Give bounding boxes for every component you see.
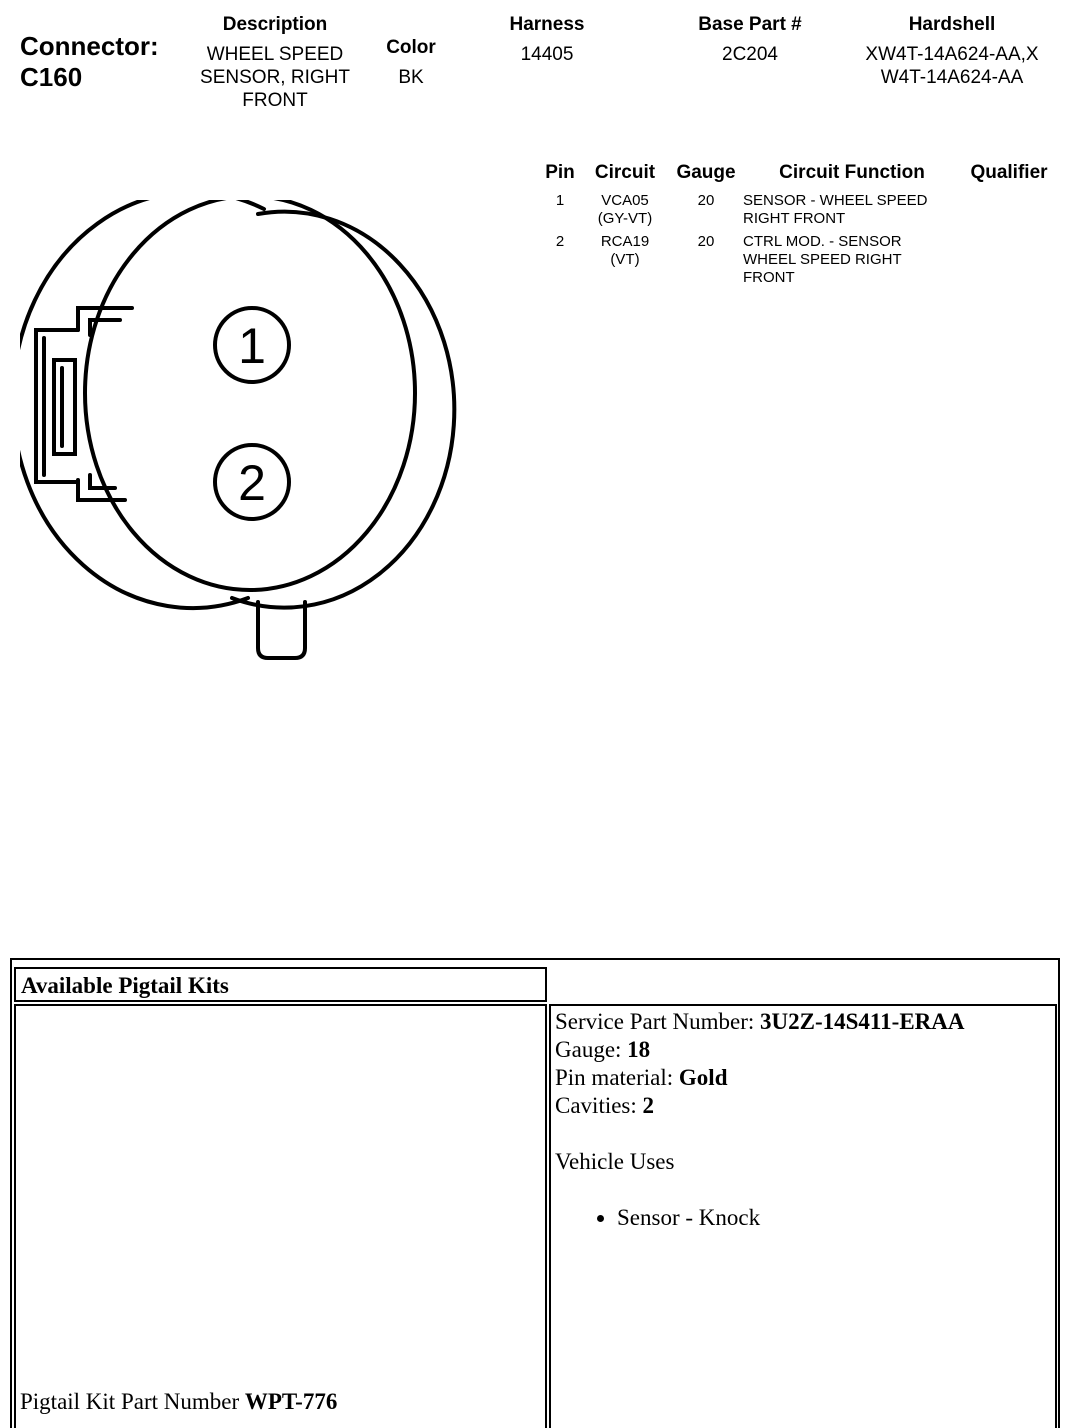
pin-number: 1 [555, 192, 565, 209]
hardshell-value: XW4T-14A624-AA,XW4T-14A624-AA [865, 44, 1039, 88]
service-part-value: 3U2Z-14S411-ERAA [760, 1009, 965, 1034]
connector-key-tab [258, 602, 305, 658]
col-header-pin: Pin [545, 162, 575, 183]
kit-part-value: WPT-776 [244, 1389, 338, 1414]
connector-id: C160 [20, 62, 83, 92]
description-value: WHEEL SPEED SENSOR, RIGHT FRONT [200, 44, 350, 111]
connector-outer-ring [20, 200, 264, 608]
gauge-value: 18 [627, 1037, 651, 1062]
pin-function: SENSOR - WHEEL SPEED RIGHT FRONT [743, 192, 928, 227]
connector-label-text: Connector: [20, 31, 159, 61]
col-header-circuit: Circuit [594, 162, 656, 183]
cavities-row [555, 1092, 1051, 1120]
col-header-gauge: Gauge [676, 162, 736, 183]
pin-number: 2 [555, 233, 565, 250]
pin-1-cavity [215, 308, 289, 382]
pin-material-value: Gold [678, 1065, 728, 1090]
hardshell-label: Hardshell [908, 14, 996, 35]
gauge-row [555, 1036, 1051, 1064]
cavities-label: Cavities: [555, 1093, 637, 1118]
service-part-label: Service Part Number: [555, 1009, 755, 1034]
service-part-number [555, 1008, 1051, 1036]
color-label: Color [386, 37, 436, 58]
vehicle-uses-list [555, 1204, 1051, 1232]
pin-1-label: 1 [238, 318, 266, 374]
harness-value: 14405 [520, 44, 574, 65]
pigtail-kit-cell [14, 1004, 547, 1428]
harness-label: Harness [509, 14, 585, 35]
connector-label [20, 31, 159, 93]
connector-face [85, 200, 415, 590]
cavities-value: 2 [642, 1093, 655, 1118]
col-header-qualifier: Qualifier [970, 162, 1048, 183]
pin-material-label: Pin material: [555, 1065, 674, 1090]
description-label: Description [222, 14, 328, 35]
color-value: BK [398, 67, 424, 88]
pigtail-title-cell [14, 967, 547, 1002]
connector-diagram [20, 200, 460, 670]
col-header-function: Circuit Function [779, 162, 925, 183]
kit-part-label: Pigtail Kit Part Number [20, 1389, 240, 1414]
pin-gauge: 20 [697, 192, 715, 209]
kit-part-number [20, 1388, 337, 1416]
list-item: • Sensor - Knock [617, 1204, 1051, 1232]
pin-2-label: 2 [238, 455, 266, 511]
vehicle-uses-label: Vehicle Uses [555, 1149, 675, 1174]
pin-gauge: 20 [697, 233, 715, 250]
pin-2-cavity [215, 445, 289, 519]
pin-function: CTRL MOD. - SENSOR WHEEL SPEED RIGHT FRONT [743, 233, 902, 286]
pin-material-row [555, 1064, 1051, 1092]
pin-circuit: VCA05 (GY-VT) [597, 192, 653, 227]
gauge-label: Gauge: [555, 1037, 622, 1062]
base-part-value: 2C204 [722, 44, 778, 65]
pigtail-title: Available Pigtail Kits [21, 973, 229, 998]
base-part-label: Base Part # [698, 14, 802, 35]
pigtail-detail-cell [549, 1004, 1057, 1428]
pin-circuit: RCA19 (VT) [600, 233, 650, 268]
